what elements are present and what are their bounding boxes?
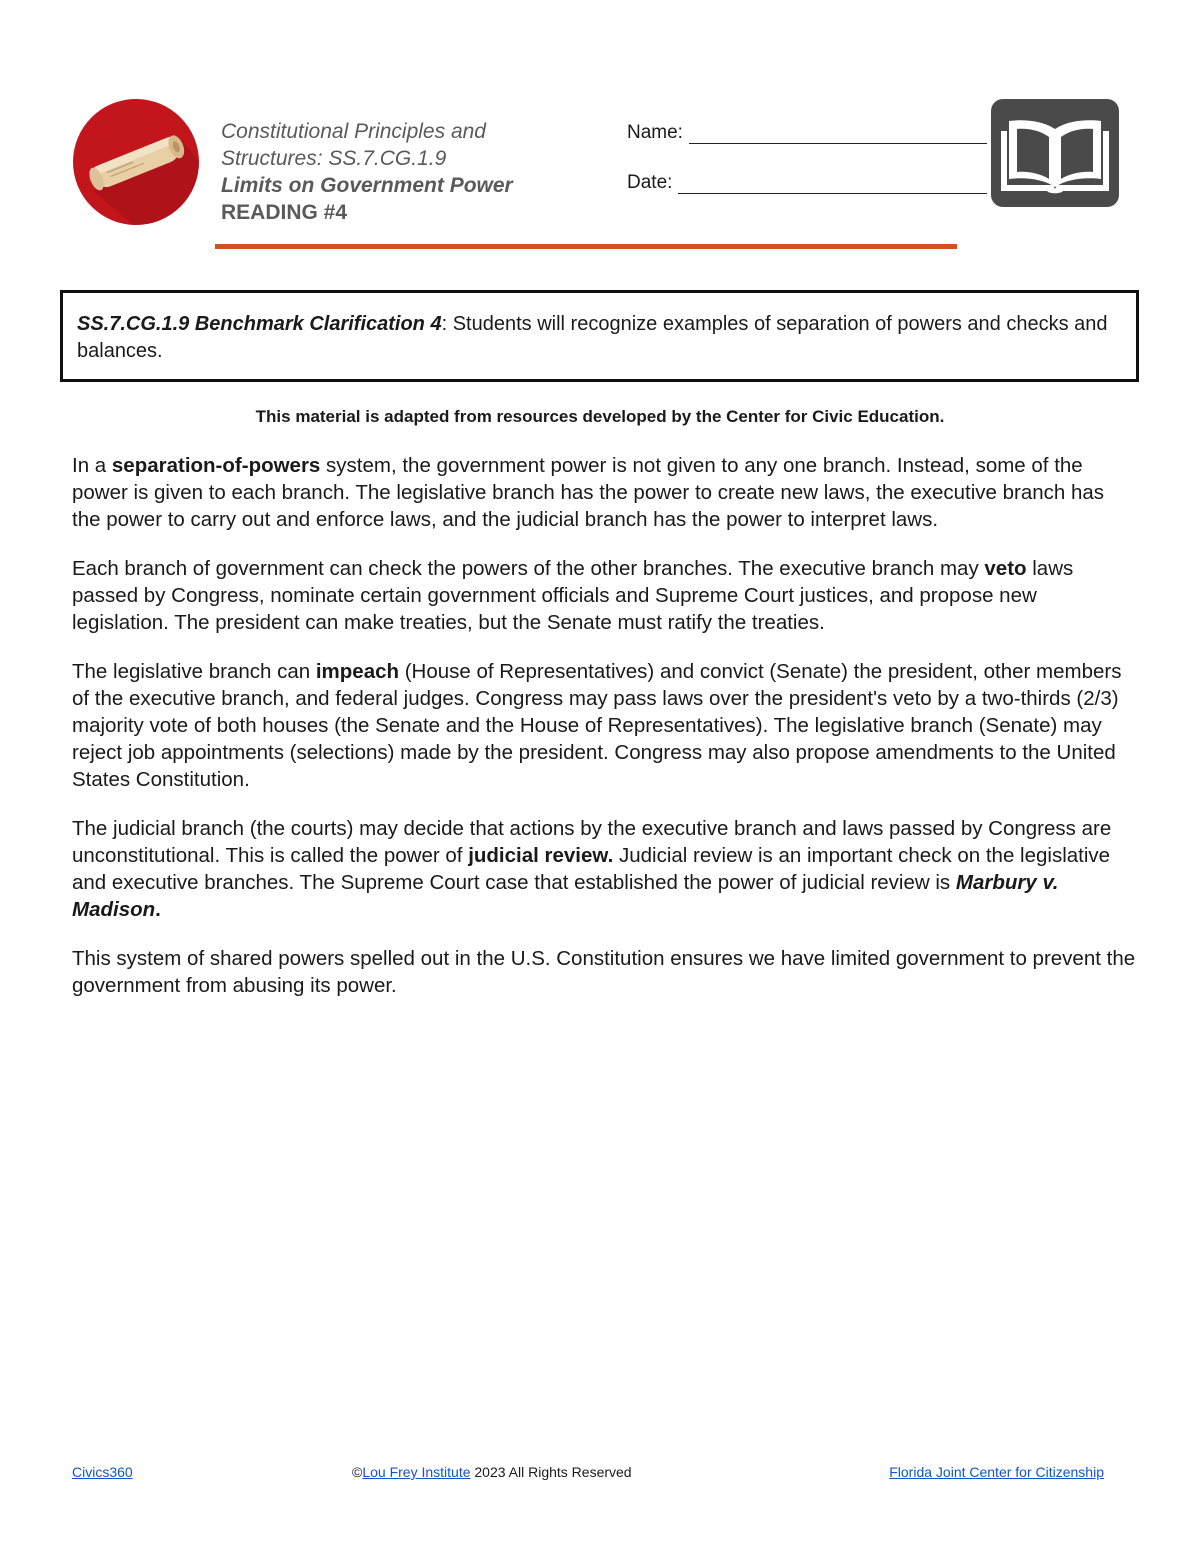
p4-period: . (155, 898, 161, 921)
name-field[interactable] (627, 118, 987, 144)
date-field[interactable] (627, 168, 987, 194)
benchmark-text (77, 311, 1127, 365)
copyright-notice (352, 1464, 632, 1480)
p3-text-c: (House of Representatives) and convict (Senate) the president, other members of the executive branch, and federal judges. Congress may pass laws over the president's veto by a two-thirds (2/3) majority vote of both houses (the Senate and the House of Representatives). The legislative branch (Senate) may reject job appointments (selections) made by the president. Congress may also propose amendments to the United States Constitution. (72, 660, 1122, 791)
p4-term: judicial review. (468, 844, 614, 867)
p3-text-a: The legislative branch can (72, 660, 316, 683)
footer (0, 1464, 1200, 1484)
scroll-icon (73, 99, 199, 225)
paragraph-4 (72, 815, 1138, 923)
reading-label: READING #4 (221, 201, 348, 224)
benchmark-box (60, 290, 1139, 382)
p1-text-a: In a (72, 454, 112, 477)
header-titles (221, 118, 601, 226)
p2-term: veto (984, 557, 1027, 580)
name-label: Name: (627, 122, 683, 143)
date-blank[interactable] (678, 173, 987, 194)
course-title-line1: Constitutional Principles and (221, 120, 486, 143)
p3-term: impeach (315, 660, 400, 683)
copyright-suffix: 2023 All Rights Reserved (470, 1464, 632, 1480)
p1-term: separation-of-powers (111, 454, 321, 477)
civics360-link[interactable]: Civics360 (72, 1464, 133, 1480)
copyright-symbol: © (352, 1464, 363, 1480)
paragraph-5: This system of shared powers spelled out in the U.S. Constitution ensures we have limited government to prevent the government from abusing its power. (72, 947, 1136, 997)
benchmark-description: Students will recognize examples of separation of powers and checks and balances. (77, 313, 1108, 362)
header-divider (215, 244, 957, 249)
p1-text-c: system, the government power is not given to any one branch. Instead, some of the power is given to each branch. The legislative branch has the power to create new laws, the executive branch has the power to carry out and enforce laws, and the judicial branch has the power to interpret laws. (72, 454, 1105, 531)
attribution-note: This material is adapted from resources developed by the Center for Civic Education. (255, 407, 945, 426)
p2-text-a: Each branch of government can check the powers of the other branches. The executive branch may (72, 557, 985, 580)
logo-scroll-icon (73, 99, 199, 225)
open-book-icon (991, 99, 1119, 207)
course-title-line2: Structures: SS.7.CG.1.9 (221, 147, 447, 170)
p2-text-c: laws passed by Congress, nominate certain government officials and Supreme Court justices, and propose new legislation. The president can make treaties, but the Senate must ratify the treaties. (72, 557, 1074, 634)
p4-case-name: Marbury v. Madison (72, 871, 1059, 921)
paragraph-2 (72, 555, 1138, 636)
name-blank[interactable] (689, 123, 987, 144)
p4-text-c: Judicial review is an important check on the legislative and executive branches. The Supreme Court case that established the power of judicial review is (72, 844, 1111, 894)
lou-frey-link[interactable]: Lou Frey Institute (362, 1464, 471, 1480)
benchmark-label: SS.7.CG.1.9 Benchmark Clarification 4 (77, 313, 442, 335)
student-fields (627, 118, 987, 194)
p4-text-a: The judicial branch (the courts) may decide that actions by the executive branch and laws passed by Congress are unconstitutional. This is called the power of (72, 817, 1112, 867)
reading-body (72, 452, 1138, 1021)
paragraph-1 (72, 452, 1138, 533)
lesson-title: Limits on Government Power (221, 174, 513, 197)
date-label: Date: (627, 172, 673, 193)
benchmark-colon: : (441, 313, 448, 335)
paragraph-3 (72, 658, 1138, 793)
fjcc-link[interactable]: Florida Joint Center for Citizenship (889, 1464, 1104, 1480)
